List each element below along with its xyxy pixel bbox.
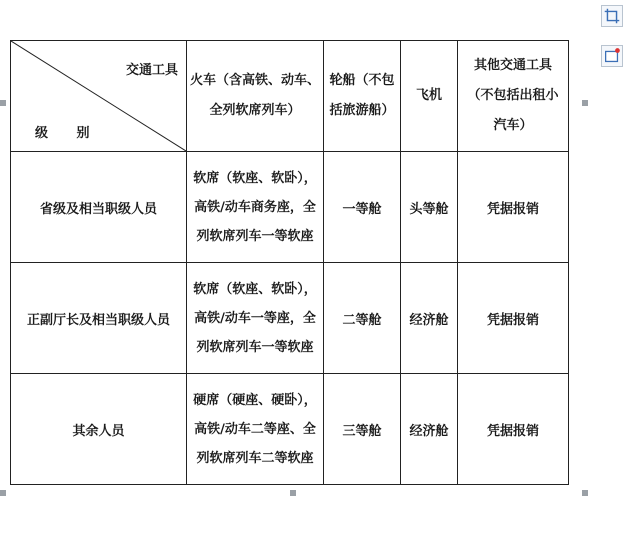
other-cell [458, 374, 569, 485]
other-rule: 凭据报销 [486, 201, 539, 217]
rank-label: 省级及相当职级人员 [39, 201, 157, 217]
ship-class: 二等舱 [342, 312, 382, 328]
rank-cell [11, 374, 187, 485]
header-ship-line: 轮船（不包 [329, 73, 395, 88]
ship-class: 一等舱 [342, 201, 382, 217]
resize-handle-bottom-left[interactable] [0, 490, 6, 496]
header-plane [401, 41, 458, 152]
resize-handle-bottom-center[interactable] [290, 490, 296, 496]
header-ship-line: 括旅游船） [329, 103, 395, 118]
plane-class: 头等舱 [409, 201, 449, 217]
header-rank-label: 级 别 [35, 126, 102, 141]
rank-label: 其余人员 [72, 423, 125, 439]
table-row [11, 152, 569, 263]
header-other-line: 其他交通工具 [473, 58, 552, 73]
header-other-line: 汽车） [493, 118, 533, 133]
rank-cell [11, 263, 187, 374]
other-rule: 凭据报销 [486, 423, 539, 439]
train-line: 硬席（硬座、硬卧）， [193, 392, 317, 408]
header-other-line: （不包括出租小 [467, 88, 559, 103]
ship-cell [324, 263, 401, 374]
train-cell [187, 152, 324, 263]
header-other [458, 41, 569, 152]
crop-icon[interactable] [601, 5, 623, 27]
image-frame-icon[interactable] [601, 45, 623, 67]
train-line: 高铁/动车一等座，全 [194, 310, 316, 326]
train-line: 列软席列车一等软座 [196, 228, 314, 244]
rank-cell [11, 152, 187, 263]
resize-handle-bottom-right[interactable] [582, 490, 588, 496]
table-row [11, 374, 569, 485]
header-train-line: 火车（含高铁、动车、 [189, 73, 320, 88]
other-rule: 凭据报销 [486, 312, 539, 328]
table-row [11, 263, 569, 374]
plane-cell [401, 263, 458, 374]
ship-class: 三等舱 [342, 423, 382, 439]
header-transport-label: 交通工具 [125, 63, 178, 78]
plane-cell [401, 374, 458, 485]
plane-cell [401, 152, 458, 263]
train-cell [187, 263, 324, 374]
resize-handle-left[interactable] [0, 100, 6, 106]
diagonal-header-cell [11, 41, 187, 152]
other-cell [458, 263, 569, 374]
plane-class: 经济舱 [409, 312, 449, 328]
header-ship [324, 41, 401, 152]
header-plane-label: 飞机 [415, 88, 442, 103]
table-header-row [11, 41, 569, 152]
plane-class: 经济舱 [409, 423, 449, 439]
ship-cell [324, 152, 401, 263]
travel-standard-table [10, 40, 569, 485]
train-line: 软席（软座、软卧）， [193, 170, 317, 186]
header-train-line: 全列软席列车） [209, 103, 301, 118]
train-line: 高铁/动车二等座、全 [194, 421, 316, 437]
train-line: 列软席列车二等软座 [196, 450, 314, 466]
train-cell [187, 374, 324, 485]
train-line: 高铁/动车商务座，全 [194, 199, 316, 215]
rank-label: 正副厅长及相当职级人员 [26, 312, 170, 328]
resize-handle-right[interactable] [582, 100, 588, 106]
header-train [187, 41, 324, 152]
other-cell [458, 152, 569, 263]
train-line: 列软席列车一等软座 [196, 339, 314, 355]
ship-cell [324, 374, 401, 485]
train-line: 软席（软座、软卧）， [193, 281, 317, 297]
